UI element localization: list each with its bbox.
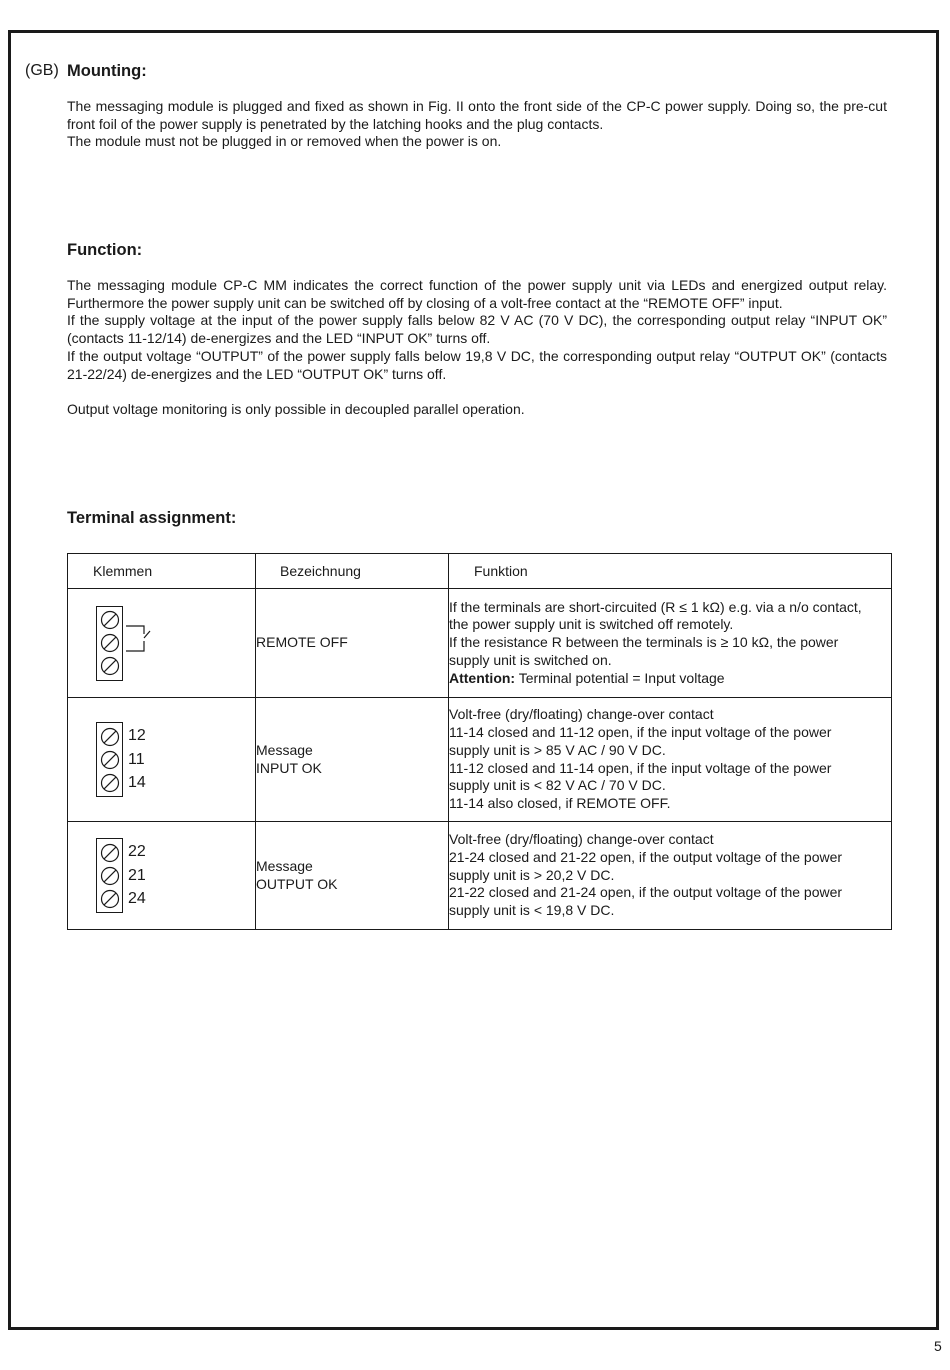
screw-terminal-icon	[100, 843, 120, 863]
function-note: Output voltage monitoring is only possible in decoupled parallel operation.	[67, 401, 525, 417]
function-text: 21-24 closed and 21-22 open, if the output voltage of the power	[449, 848, 843, 865]
function-text: 21-22 closed and 21-24 open, if the output voltage of the power	[449, 884, 843, 901]
designation-cell	[256, 822, 449, 930]
attention-text: Terminal potential = Input voltage	[515, 669, 725, 686]
screw-terminal-icon	[100, 889, 120, 909]
header-funktion: Funktion	[449, 554, 892, 589]
designation-text: INPUT OK	[256, 759, 322, 776]
screw-terminal-icon	[100, 633, 120, 653]
function-text: 11-14 closed and 11-12 open, if the input voltage of the power	[449, 724, 832, 741]
terminal-strip	[96, 606, 123, 681]
terminal-number: 14	[128, 774, 146, 792]
terminal-cell	[68, 822, 256, 930]
function-text: supply unit is < 82 V AC / 70 V DC.	[449, 777, 666, 794]
screw-terminal-icon	[100, 866, 120, 886]
terminal-numbers	[128, 840, 146, 911]
terminal-numbers	[128, 724, 146, 795]
terminal-number: 11	[128, 750, 145, 768]
switch-contact-icon	[124, 618, 154, 668]
terminal-number: 22	[128, 843, 146, 861]
terminal-number: 12	[128, 727, 146, 745]
function-text: Volt-free (dry/floating) change-over contact	[449, 831, 714, 848]
screw-terminal-icon	[100, 773, 120, 793]
terminal-cell	[68, 589, 256, 698]
terminal-block	[68, 606, 255, 681]
table-row	[68, 589, 892, 698]
designation-text: REMOTE OFF	[256, 634, 348, 651]
table-row	[68, 698, 892, 822]
table-header-row	[68, 554, 892, 589]
designation-text: OUTPUT OK	[256, 875, 338, 892]
terminal-heading: Terminal assignment:	[67, 509, 237, 527]
designation-cell	[256, 698, 449, 822]
function-cell	[449, 698, 892, 822]
terminal-number: 21	[128, 866, 146, 884]
terminal-cell	[68, 698, 256, 822]
attention-label: Attention:	[449, 669, 516, 686]
function-text: supply unit is < 19,8 V DC.	[449, 902, 615, 919]
terminal-strip	[96, 722, 123, 797]
header-klemmen: Klemmen	[68, 554, 256, 589]
screw-terminal-icon	[100, 727, 120, 747]
function-heading: Function:	[67, 241, 143, 259]
designation-text: Message	[256, 741, 313, 758]
function-text: supply unit is switched on.	[449, 651, 612, 668]
function-text: If the resistance R between the terminals is ≥ 10 kΩ, the power	[449, 634, 839, 651]
function-text: Volt-free (dry/floating) change-over contact	[449, 706, 714, 723]
function-cell	[449, 589, 892, 698]
function-line: The messaging module CP-C MM indicates the correct function of the power supply unit via LEDs and energized output relay. Furthermore the power supply unit can be switched off by closing of a volt-free contact at the “REMOTE OFF” input.	[67, 277, 887, 311]
attention-line	[449, 670, 891, 688]
screw-terminal-icon	[100, 610, 120, 630]
function-text: the power supply unit is switched off remotely.	[449, 616, 734, 633]
page-number: 5	[934, 1338, 942, 1354]
mounting-text	[67, 98, 887, 151]
terminal-strip	[96, 838, 123, 913]
mounting-line: The messaging module is plugged and fixed as shown in Fig. II onto the front side of the CP-C power supply. Doing so, the pre-cut front foil of the power supply is penetrated by the latching hooks and the plug contacts.	[67, 98, 887, 132]
terminal-table	[67, 553, 892, 930]
terminal-block	[68, 838, 255, 913]
function-text: supply unit is > 85 V AC / 90 V DC.	[449, 741, 666, 758]
function-text: 11-14 also closed, if REMOTE OFF.	[449, 794, 671, 811]
mounting-heading: Mounting:	[67, 62, 147, 80]
language-tag: (GB)	[25, 62, 59, 79]
terminal-number: 24	[128, 890, 146, 908]
table-row	[68, 822, 892, 930]
terminal-block	[68, 722, 255, 797]
function-line: If the supply voltage at the input of the power supply falls below 82 V AC (70 V DC), the corresponding output relay “INPUT OK” (contacts 11-12/14) de-energizes and the LED “INPUT OK” turns off.	[67, 312, 887, 347]
header-bezeichnung: Bezeichnung	[256, 554, 449, 589]
function-line: If the output voltage “OUTPUT” of the power supply falls below 19,8 V DC, the corresponding output relay “OUTPUT OK” (contacts 21-22/24) de-energizes and the LED “OUTPUT OK” turns off.	[67, 347, 887, 382]
function-text: If the terminals are short-circuited (R ≤ 1 kΩ) e.g. via a n/o contact,	[449, 598, 862, 615]
function-text	[67, 277, 887, 383]
screw-terminal-icon	[100, 656, 120, 676]
designation-text: Message	[256, 857, 313, 874]
mounting-line: The module must not be plugged in or removed when the power is on.	[67, 133, 502, 150]
function-cell	[449, 822, 892, 930]
function-text: 11-12 closed and 11-14 open, if the input voltage of the power	[449, 759, 832, 776]
designation-cell	[256, 589, 449, 698]
function-text: supply unit is > 20,2 V DC.	[449, 866, 615, 883]
screw-terminal-icon	[100, 750, 120, 770]
